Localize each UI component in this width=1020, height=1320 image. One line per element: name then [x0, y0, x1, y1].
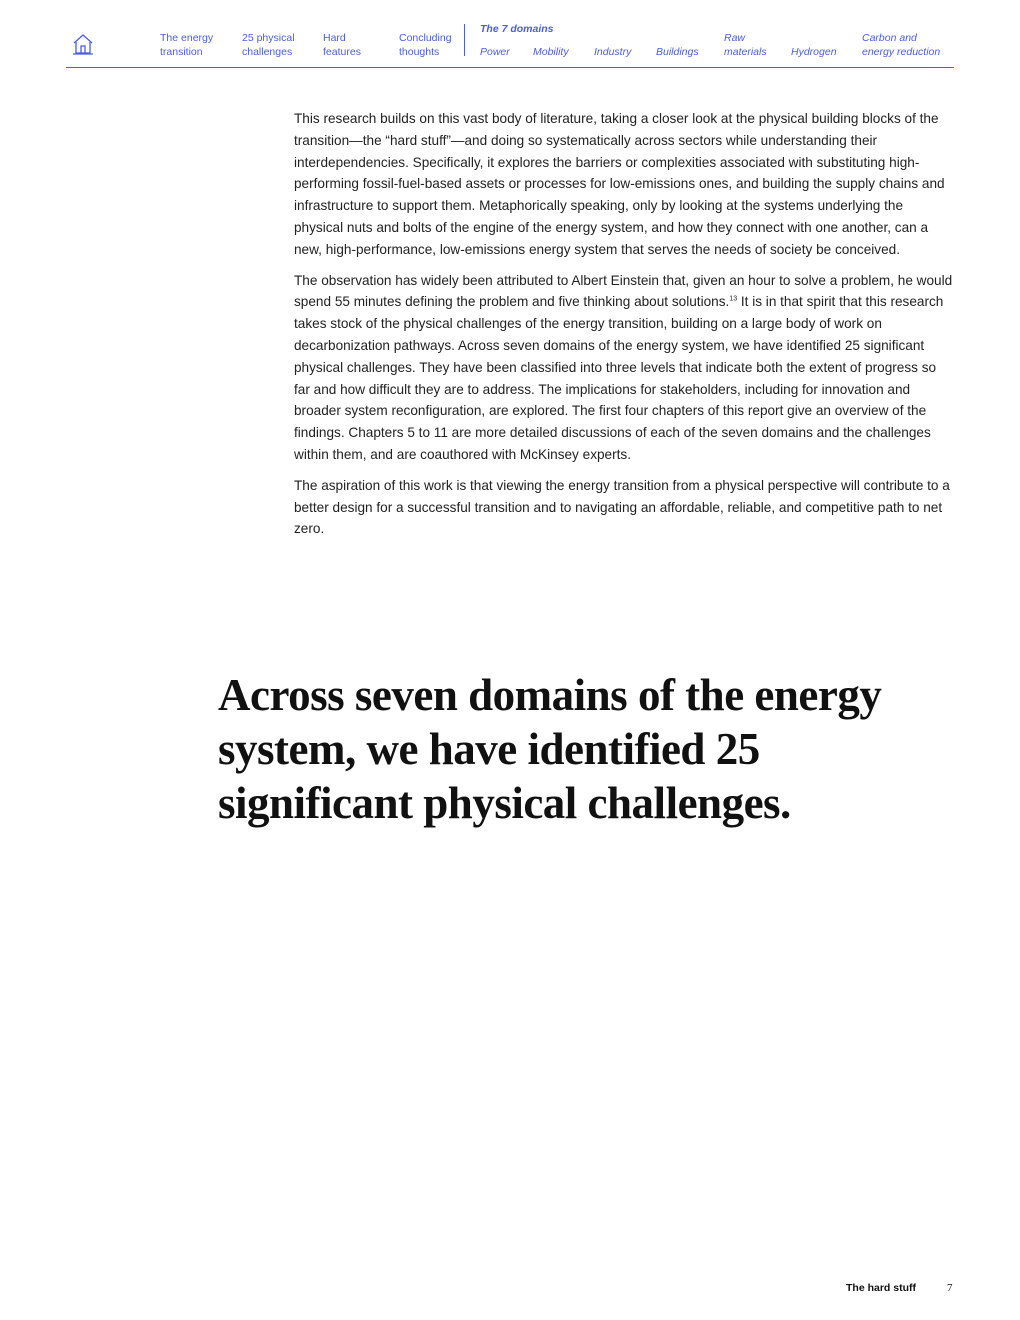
nav-25-physical-challenges[interactable]: 25 physical challenges [242, 32, 295, 58]
nav-rule [66, 67, 954, 68]
nav-the-energy-transition[interactable]: The energy transition [160, 32, 214, 58]
paragraph-3: The aspiration of this work is that viewing the energy transition from a physical perspective will contribute to a better design for a successful transition and to navigating an affordable, reliable, and competitive path to net zero. [294, 477, 950, 537]
footer-page-number: 7 [947, 1282, 953, 1294]
home-icon[interactable] [72, 33, 94, 55]
top-navigation [0, 0, 1020, 70]
nav-divider [464, 24, 465, 56]
pull-quote: Across seven domains of the energy system, we have identified 25 significant physical challenges. [218, 670, 882, 828]
nav-domain-power[interactable]: Power [480, 46, 510, 58]
paragraph-2-start: The observation has widely been attributed to Albert Einstein that, given an hour to solve a problem, he would spend 55 minutes defining the problem and five thinking about solutions. [294, 272, 953, 310]
nav-concluding-thoughts[interactable]: Concluding thoughts [399, 32, 452, 58]
nav-domains-heading: The 7 domains [480, 23, 554, 35]
footer-report-title: The hard stuff [846, 1282, 916, 1294]
paragraph-2-end: It is in that spirit that this research takes stock of the physical challenges of the energy transition, building on a large body of work on decarbonization pathways. Across seven domains of the energy system, we have identified 25 significant physical challenges. They have been classified into three levels that indicate both the extent of progress so far and how difficult they are to address. The implications for stakeholders, including for innovation and broader system reconfiguration, are explored. The first four chapters of this report give an overview of the findings. Chapters 5 to 11 are more detailed discussions of each of the seven domains and the challenges within them, and are coauthored with McKinsey experts. [294, 294, 944, 462]
paragraph-2 [294, 270, 954, 466]
nav-domain-carbon-energy-reduction[interactable]: Carbon and energy reduction [862, 32, 941, 58]
body-text [294, 108, 954, 549]
nav-domain-mobility[interactable]: Mobility [533, 46, 569, 58]
nav-domain-raw-materials[interactable]: Raw materials [724, 32, 767, 58]
nav-domain-industry[interactable]: Industry [594, 46, 632, 58]
paragraph-1: This research builds on this vast body of literature, taking a closer look at the physical building blocks of the transition—the “hard stuff”—and doing so systematically across sectors while understanding their interdependencies. Specifically, it explores the barriers or complexities associated with substituting high-performing fossil-fuel-based assets or processes for low-emissions ones, and building the supply chains and infrastructure to support them. Metaphorically speaking, only by looking at the systems underlying the physical nuts and bolts of the engine of the energy system, and how they connect with one another, can a new, high-performance, low-emissions energy system that serves the needs of society be conceived. [294, 111, 945, 257]
footnote-ref-13[interactable]: 13 [729, 295, 738, 303]
nav-hard-features[interactable]: Hard features [323, 32, 361, 58]
nav-domain-hydrogen[interactable]: Hydrogen [791, 46, 837, 58]
nav-domain-buildings[interactable]: Buildings [656, 46, 699, 58]
